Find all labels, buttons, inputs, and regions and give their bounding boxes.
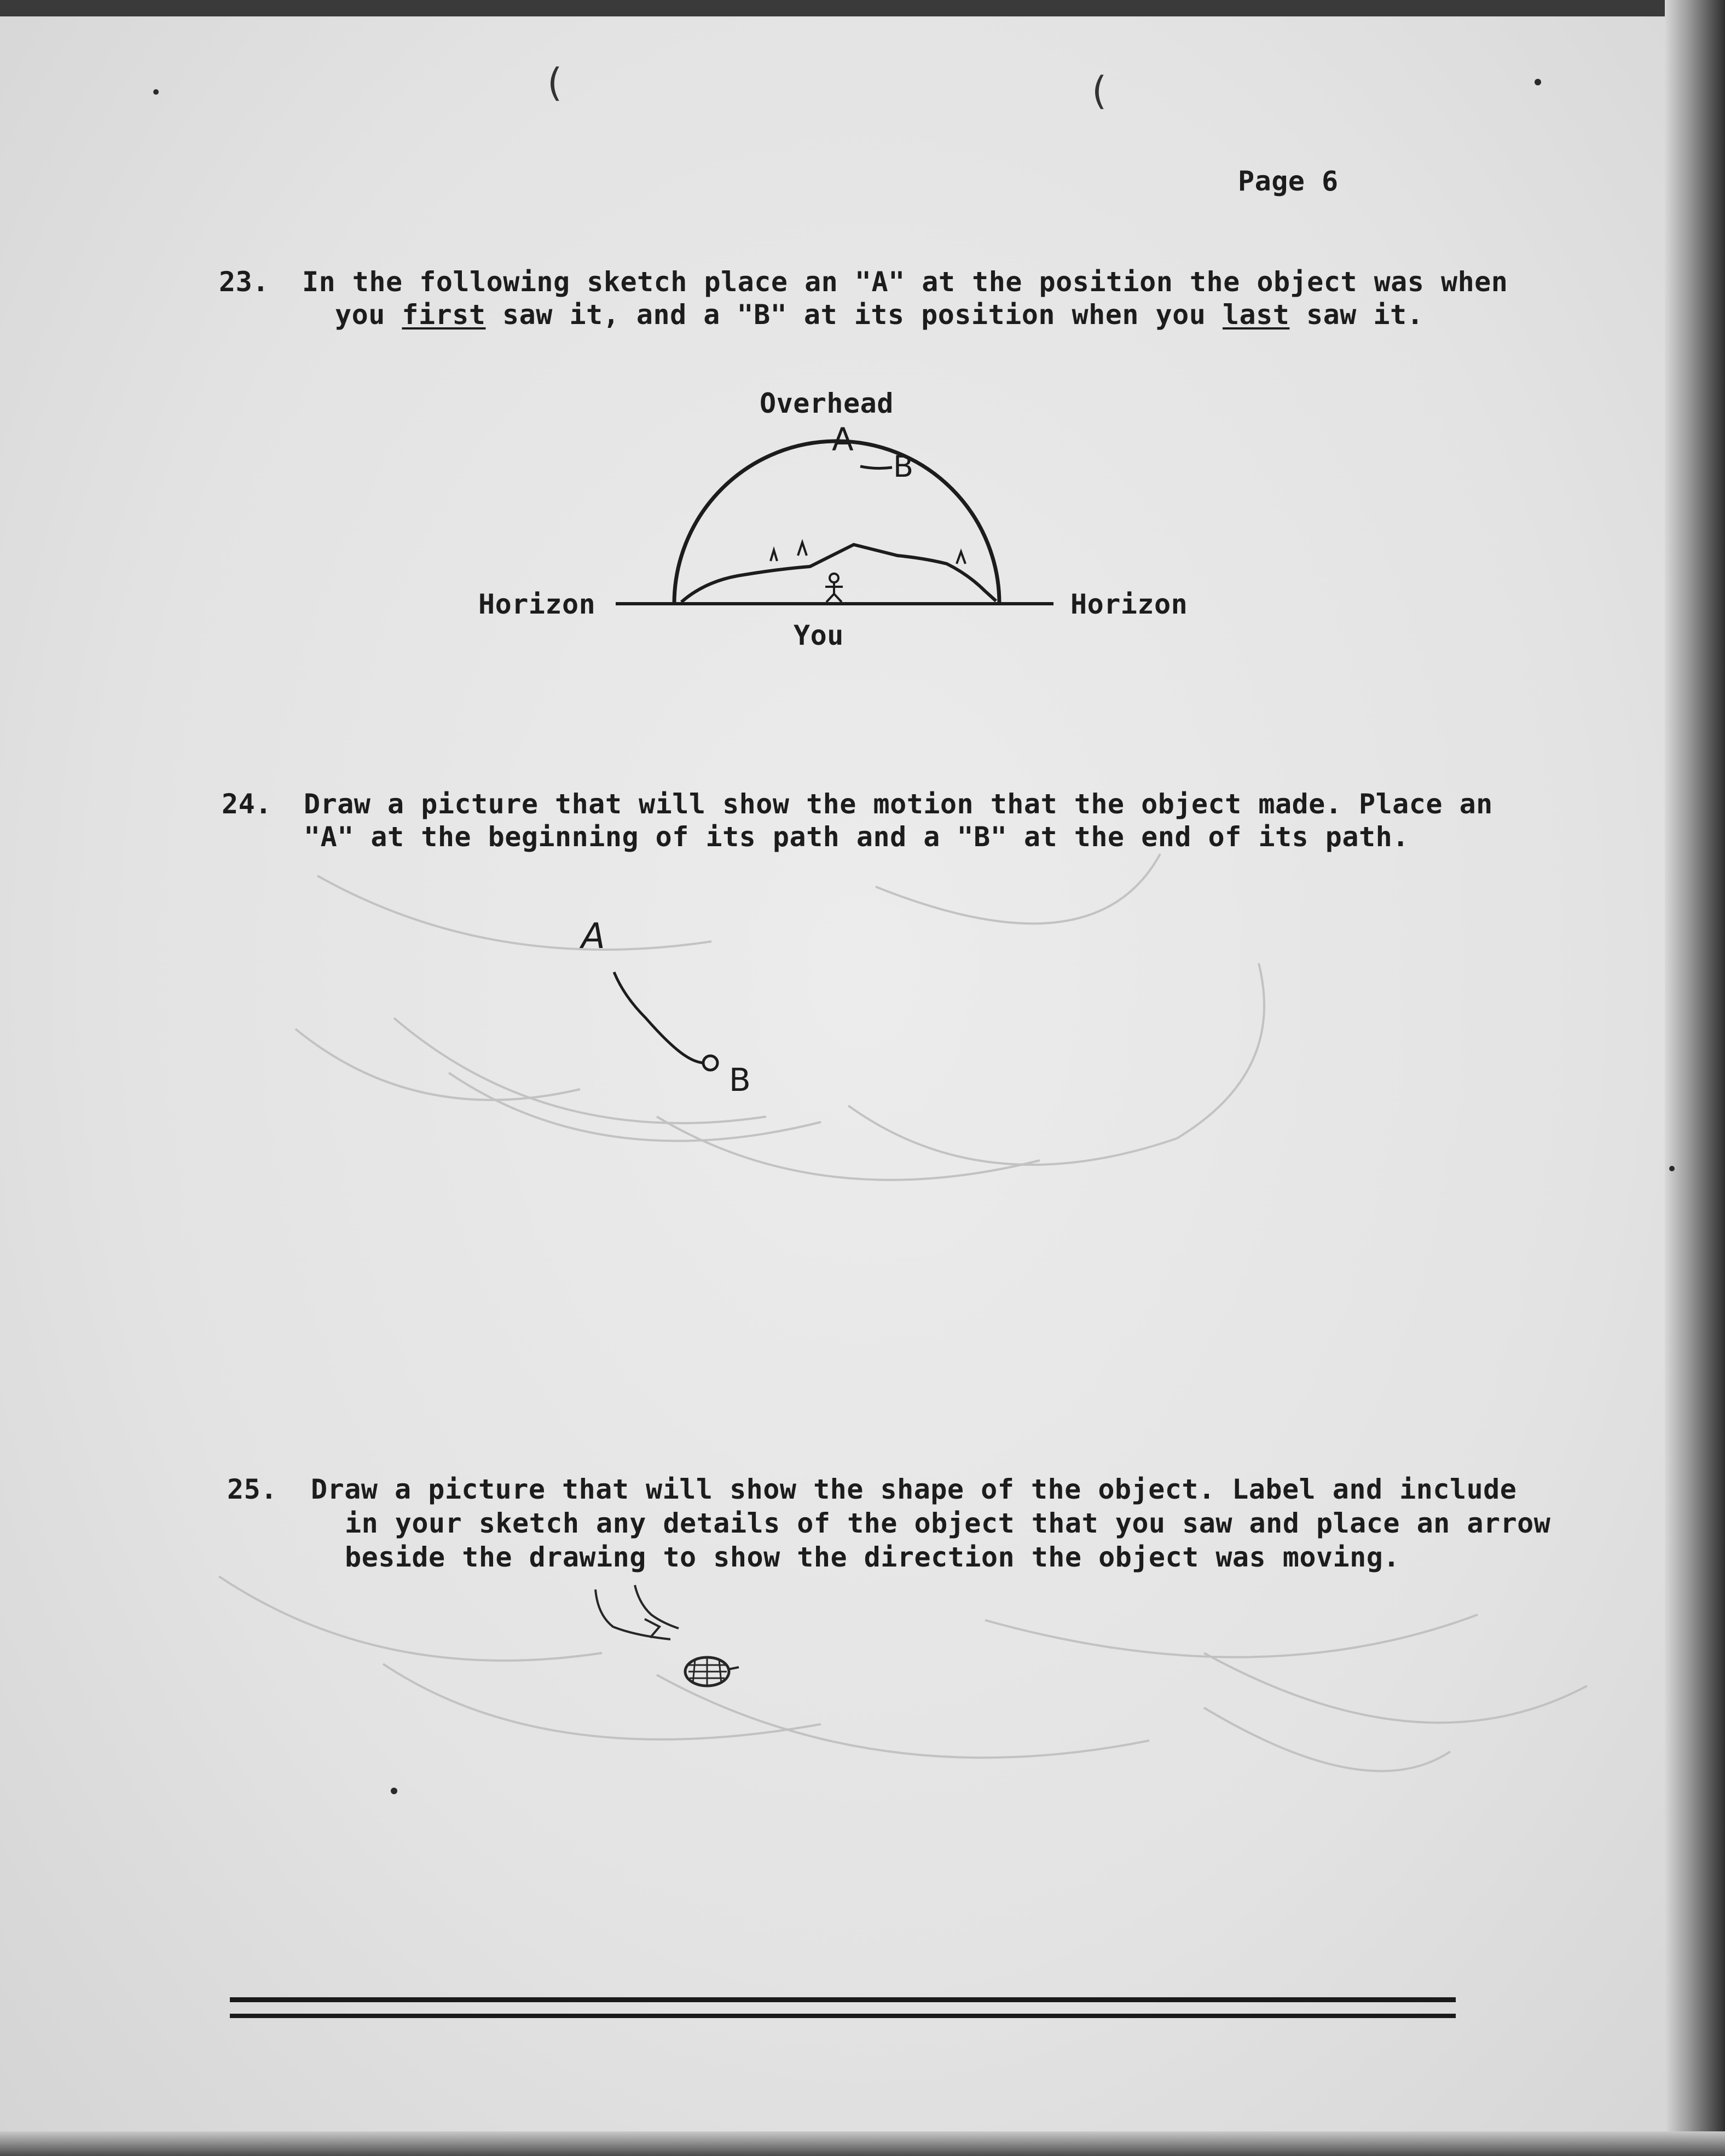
speck (1669, 1166, 1675, 1171)
q24-mark-b: B (729, 1061, 751, 1099)
q23-word-first: first (402, 299, 486, 331)
tree-mark (798, 542, 807, 556)
speck (1535, 79, 1541, 85)
hole-mark-left: ( (547, 60, 563, 105)
you-figure-head (830, 574, 838, 582)
sky-diagram (616, 441, 1053, 604)
faint-arc (449, 1073, 821, 1141)
faint-arc (296, 1029, 580, 1100)
sketch-overhead-label: Overhead (760, 388, 894, 419)
scan-specks (153, 79, 1675, 1794)
q23-line2-b: saw it, and a "B" at its position when you (485, 299, 1223, 331)
tree-mark (957, 552, 965, 564)
q23-number: 23. (219, 266, 269, 298)
object-shape-drawing (595, 1585, 739, 1686)
sketch-horizon-right-label: Horizon (1070, 588, 1188, 620)
a-to-b-stroke (860, 466, 892, 469)
faint-arc (219, 1576, 602, 1661)
terrain-outline (681, 545, 996, 602)
sketch-mark-a: A (832, 421, 854, 458)
object-shape-hatching (688, 1658, 727, 1685)
faint-arc (1204, 1708, 1450, 1771)
hole-mark-right: ( (1092, 68, 1107, 113)
motion-path (614, 972, 703, 1063)
speck (153, 89, 159, 95)
motion-path-drawing (614, 972, 717, 1070)
faint-arc (876, 854, 1160, 923)
faint-arc (317, 876, 711, 950)
faint-arc (657, 1117, 1040, 1180)
sketch-horizon-left-label: Horizon (478, 588, 596, 620)
faint-arc (657, 1675, 1149, 1758)
q23-word-last: last (1222, 299, 1290, 331)
shape-arrow-tail-outer (595, 1589, 670, 1639)
tree-mark (771, 550, 777, 561)
q24-line2: "A" at the beginning of its path and a "B" at the end of its path. (304, 821, 1409, 853)
q25-number: 25. (227, 1473, 277, 1505)
sketch-you-label: You (794, 620, 844, 651)
q25-line1: Draw a picture that will show the shape of the object. Label and include (311, 1473, 1517, 1505)
faint-arc (1204, 1653, 1587, 1723)
bottom-rule-upper (230, 1997, 1456, 2002)
q24-mark-a: A (581, 916, 606, 957)
q23-line1: In the following sketch place an "A" at the position the object was when (302, 266, 1508, 298)
bleed-through-arcs (219, 854, 1587, 1771)
faint-arc (383, 1664, 821, 1739)
speck (391, 1788, 397, 1794)
q25-line3: beside the drawing to show the direction the object was moving. (345, 1541, 1400, 1573)
q25-line2: in your sketch any details of the object that you saw and place an arrow (345, 1507, 1551, 1539)
q23-line2-c: saw it. (1289, 299, 1424, 331)
q24-number: 24. (222, 788, 272, 820)
you-figure-body (825, 582, 843, 602)
q24-line1: Draw a picture that will show the motion that the object made. Place an (304, 788, 1493, 820)
faint-arc (985, 1615, 1478, 1657)
page-number: Page 6 (1238, 165, 1339, 197)
faint-arc (848, 963, 1264, 1165)
motion-end-circle (703, 1056, 717, 1070)
shape-arrow-tail-inner (635, 1585, 679, 1628)
sketch-mark-b: B (893, 449, 914, 484)
q23-line2-a: you (335, 299, 402, 331)
bottom-rule-lower (230, 2014, 1456, 2018)
